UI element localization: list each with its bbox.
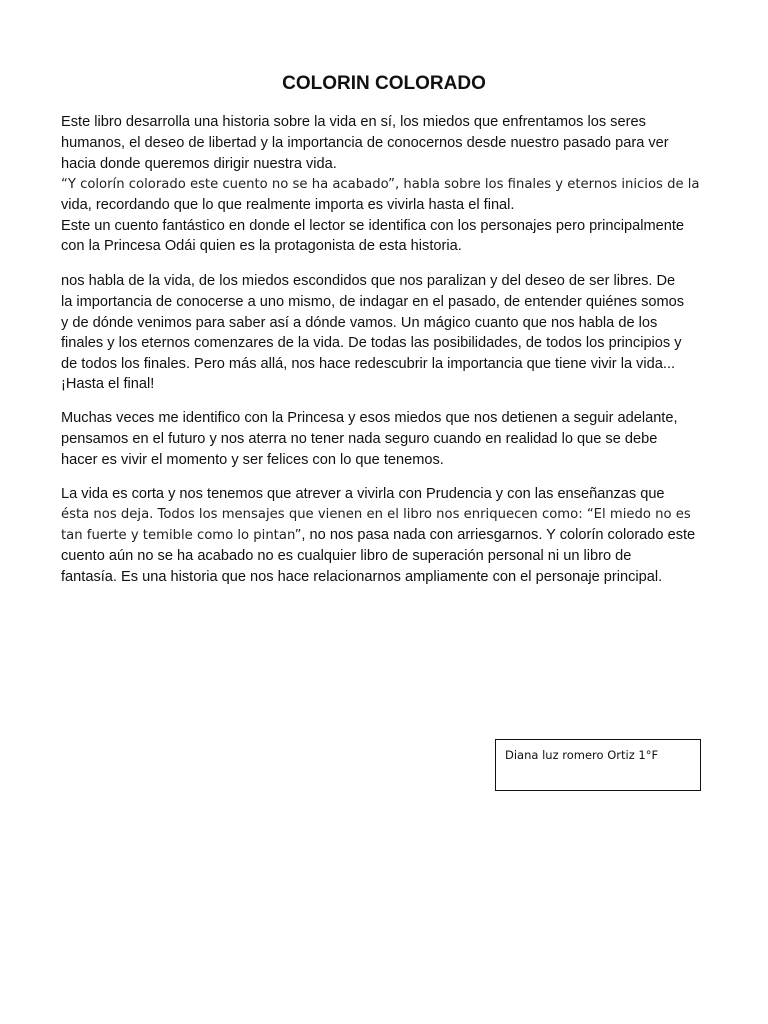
quote-line: ésta nos deja. Todos los mensajes que vienen en el libro nos enriquecen como: “El miedo no es bbox=[61, 507, 691, 522]
text-fragment: , no nos pasa nada con arriesgarnos. Y colorín colorado este bbox=[301, 527, 696, 543]
mixed-line bbox=[61, 525, 695, 545]
text-line: la importancia de conocerse a uno mismo, de indagar en el pasado, de entender quiénes somos bbox=[61, 294, 685, 310]
page-title: COLORIN COLORADO bbox=[282, 73, 486, 94]
signature-box bbox=[495, 739, 701, 791]
text-line: fantasía. Es una historia que nos hace relacionarnos ampliamente con el personaje principal. bbox=[61, 569, 663, 585]
text-line: Muchas veces me identifico con la Princesa y esos miedos que nos detienen a seguir adelante, bbox=[61, 410, 678, 426]
text-line: hacer es vivir el momento y ser felices con lo que tenemos. bbox=[61, 452, 444, 468]
text-line: humanos, el deseo de libertad y la importancia de conocernos desde nuestro pasado para ver bbox=[61, 135, 669, 151]
text-line: con la Princesa Odái quien es la protagonista de esta historia. bbox=[61, 238, 462, 254]
quote-fragment: tan fuerte y temible como lo pintan” bbox=[61, 528, 302, 543]
text-line: hacia donde queremos dirigir nuestra vida. bbox=[61, 156, 337, 172]
text-line: La vida es corta y nos tenemos que atrever a vivirla con Prudencia y con las enseñanzas que bbox=[61, 486, 665, 502]
text-line: ¡Hasta el final! bbox=[61, 376, 155, 392]
text-line: de todos los finales. Pero más allá, nos hace redescubrir la importancia que tiene vivir la vida... bbox=[61, 356, 676, 372]
text-line: vida, recordando que lo que realmente importa es vivirla hasta el final. bbox=[61, 197, 515, 213]
text-line: Este libro desarrolla una historia sobre la vida en sí, los miedos que enfrentamos los seres bbox=[61, 114, 646, 130]
text-line: finales y los eternos comenzares de la vida. De todas las posibilidades, de todos los principios y bbox=[61, 335, 682, 351]
text-line: Este un cuento fantástico en donde el lector se identifica con los personajes pero principalmente bbox=[61, 218, 685, 234]
text-line: nos habla de la vida, de los miedos escondidos que nos paralizan y del deseo de ser libres. De bbox=[61, 273, 676, 289]
text-line: y de dónde venimos para saber así a dónde vamos. Un mágico cuanto que nos habla de los bbox=[61, 315, 658, 331]
text-line: cuento aún no se ha acabado no es cualquier libro de superación personal ni un libro de bbox=[61, 548, 632, 564]
quote-line: “Y colorín colorado este cuento no se ha acabado”, habla sobre los finales y eternos inicios de la bbox=[61, 177, 700, 192]
signature-text: Diana luz romero Ortiz 1°F bbox=[505, 748, 659, 762]
text-line: pensamos en el futuro y nos aterra no tener nada seguro cuando en realidad lo que se debe bbox=[61, 431, 658, 447]
